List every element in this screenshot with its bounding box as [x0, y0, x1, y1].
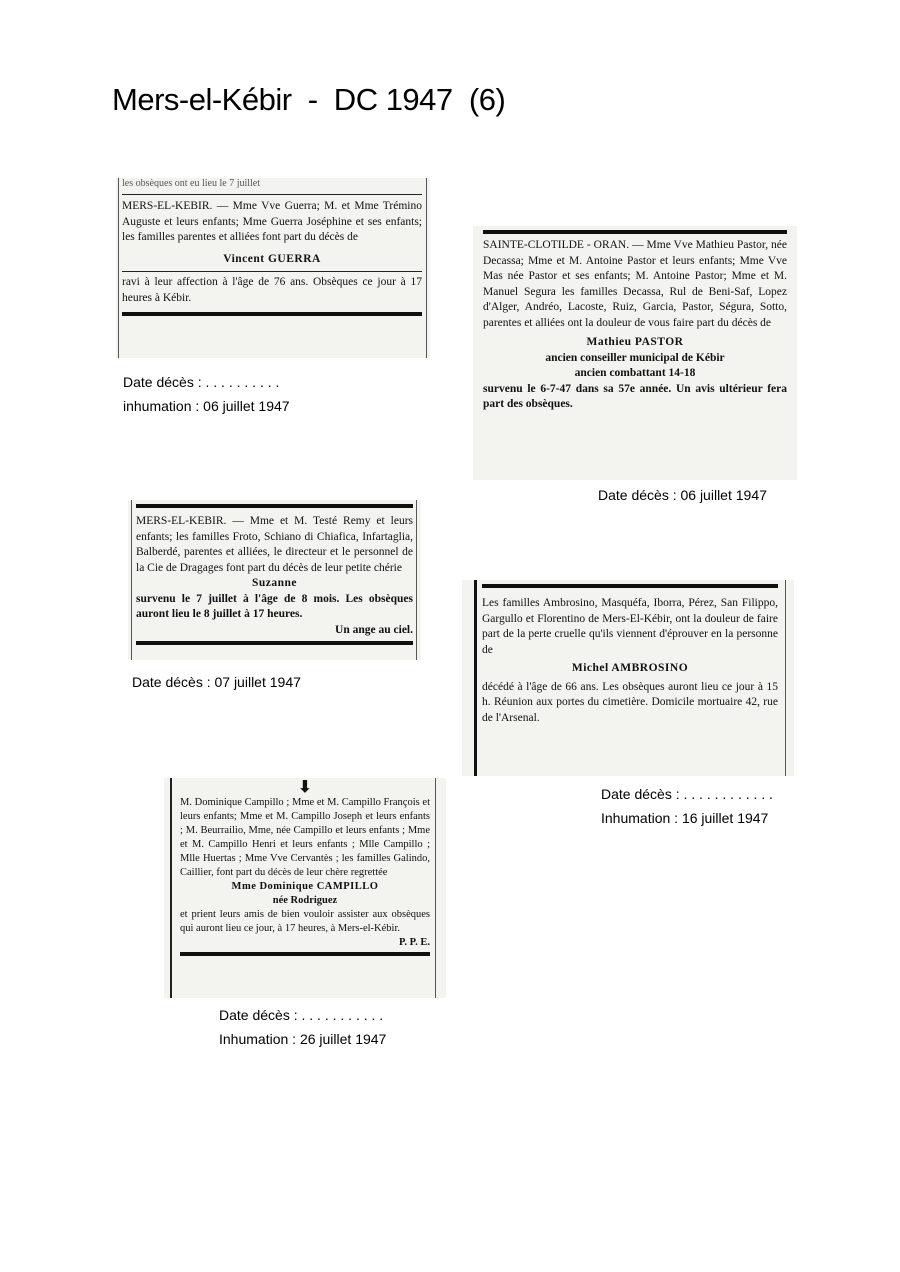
obituary-clipping-campillo — [164, 778, 446, 998]
clipping-tail-end: Un ange au ciel. — [335, 623, 413, 636]
clipping-body: SAINTE-CLOTILDE - ORAN. — Mme Vve Mathieu Pastor, née Decassa; Mme et M. Antoine Pastor et leurs enfants; Mme Vve Mas née Pastor et ses enfants; M. Antoine Pastor; Mme et M. Manuel Segura les familles Decassa, Rul de Beni-Saf, Lopez d'Alger, Andréo, Lacoste, Ruiz, Garcia, Pastor, Ségura, Sotto, parentes et alliées ont la douleur de vous faire part du décès de — [483, 239, 787, 329]
date-deces-note: Date décès : 07 juillet 1947 — [132, 674, 301, 690]
clipping-tail: décédé à l'âge de 66 ans. Les obsèques auront lieu ce jour à 15 h. Réunion aux portes du cimetière. Domicile mortuaire 42, rue de l'Arsenal. — [482, 680, 778, 724]
obituary-clipping-guerra — [116, 178, 430, 358]
deceased-title-2: ancien combattant 14-18 — [574, 367, 696, 379]
clipping-body: Les familles Ambrosino, Masquéfa, Iborra, Pérez, San Filippo, Gargullo et Florentino de Mers-El-Kébir, ont la douleur de faire part de la perte cruelle qu'ils viennent d'éprouver en la personne de — [482, 597, 778, 656]
arrow-down-icon: ⬇ — [298, 779, 312, 796]
date-deces-note: Date décès : . . . . . . . . . . — [123, 374, 280, 390]
obituary-clipping-ambrosino — [462, 580, 794, 776]
obituary-clipping-suzanne — [128, 500, 421, 660]
deceased-title-1: ancien conseiller municipal de Kébir — [545, 351, 725, 364]
deceased-name: Mme Dominique CAMPILLO — [231, 881, 379, 892]
obituary-clipping-pastor — [473, 226, 797, 480]
deceased-name: Suzanne — [251, 577, 298, 589]
clipping-tail: ravi à leur affection à l'âge de 76 ans. Obsèques ce jour à 17 heures à Kébir. — [122, 276, 422, 304]
inhumation-note: inhumation : 06 juillet 1947 — [123, 398, 290, 414]
deceased-maiden-name: née Rodriguez — [272, 895, 338, 906]
page-title: Mers-el-Kébir - DC 1947 (6) — [112, 82, 506, 117]
date-deces-note: Date décès : . . . . . . . . . . . — [219, 1007, 384, 1023]
clipping-body: MERS-EL-KEBIR. — Mme Vve Guerra; M. et Mme Trémino Auguste et leurs enfants; Mme Guerra Joséphine et ses enfants; les familles parentes et alliées font part du décès de — [122, 200, 422, 243]
clipping-body: M. Dominique Campillo ; Mme et M. Campillo François et leurs enfants; Mme et M. Campillo Joseph et leurs enfants ; M. Beurrailio, Mme, née Campillo et leurs enfants ; Mme et M. Campillo Henri et leurs enfants ; Mlle Campillo ; Mlle Huertas ; Mme Vve Cervantès ; les familles Galindo, Caillier, font part du décès de leur chère regrettée — [180, 797, 430, 878]
deceased-name: Vincent GUERRA — [223, 252, 321, 265]
date-deces-note: Date décès : . . . . . . . . . . . . — [601, 786, 773, 802]
deceased-name: Michel AMBROSINO — [571, 662, 689, 674]
clipping-sign: P. P. E. — [398, 937, 430, 948]
clipping-tail: et prient leurs amis de bien vouloir assister aux obsèques qui auront lieu ce jour, à 17 heures, à Mers-el-Kébir. — [180, 909, 430, 934]
inhumation-note: Inhumation : 26 juillet 1947 — [219, 1031, 387, 1047]
deceased-name: Mathieu PASTOR — [586, 336, 684, 348]
inhumation-note: Inhumation : 16 juillet 1947 — [601, 810, 769, 826]
clipping-body: MERS-EL-KEBIR. — Mme et M. Testé Remy et leurs enfants; les familles Froto, Schiano di Chiafica, Infartaglia, Balberdé, parentes et alliées, le directeur et le personnel de la Cie de Dragages font part du décès de leur petite chérie — [136, 515, 413, 574]
date-deces-note: Date décès : 06 juillet 1947 — [598, 487, 767, 503]
clipping-top-fragment: les obsèques ont eu lieu le 7 juillet — [122, 178, 261, 188]
clipping-tail: survenu le 6-7-47 dans sa 57e année. Un avis ultérieur fera part des obsèques. — [483, 382, 787, 410]
clipping-tail: survenu le 7 juillet à l'âge de 8 mois. Les obsèques auront lieu le 8 juillet à 17 heures. — [136, 592, 413, 620]
